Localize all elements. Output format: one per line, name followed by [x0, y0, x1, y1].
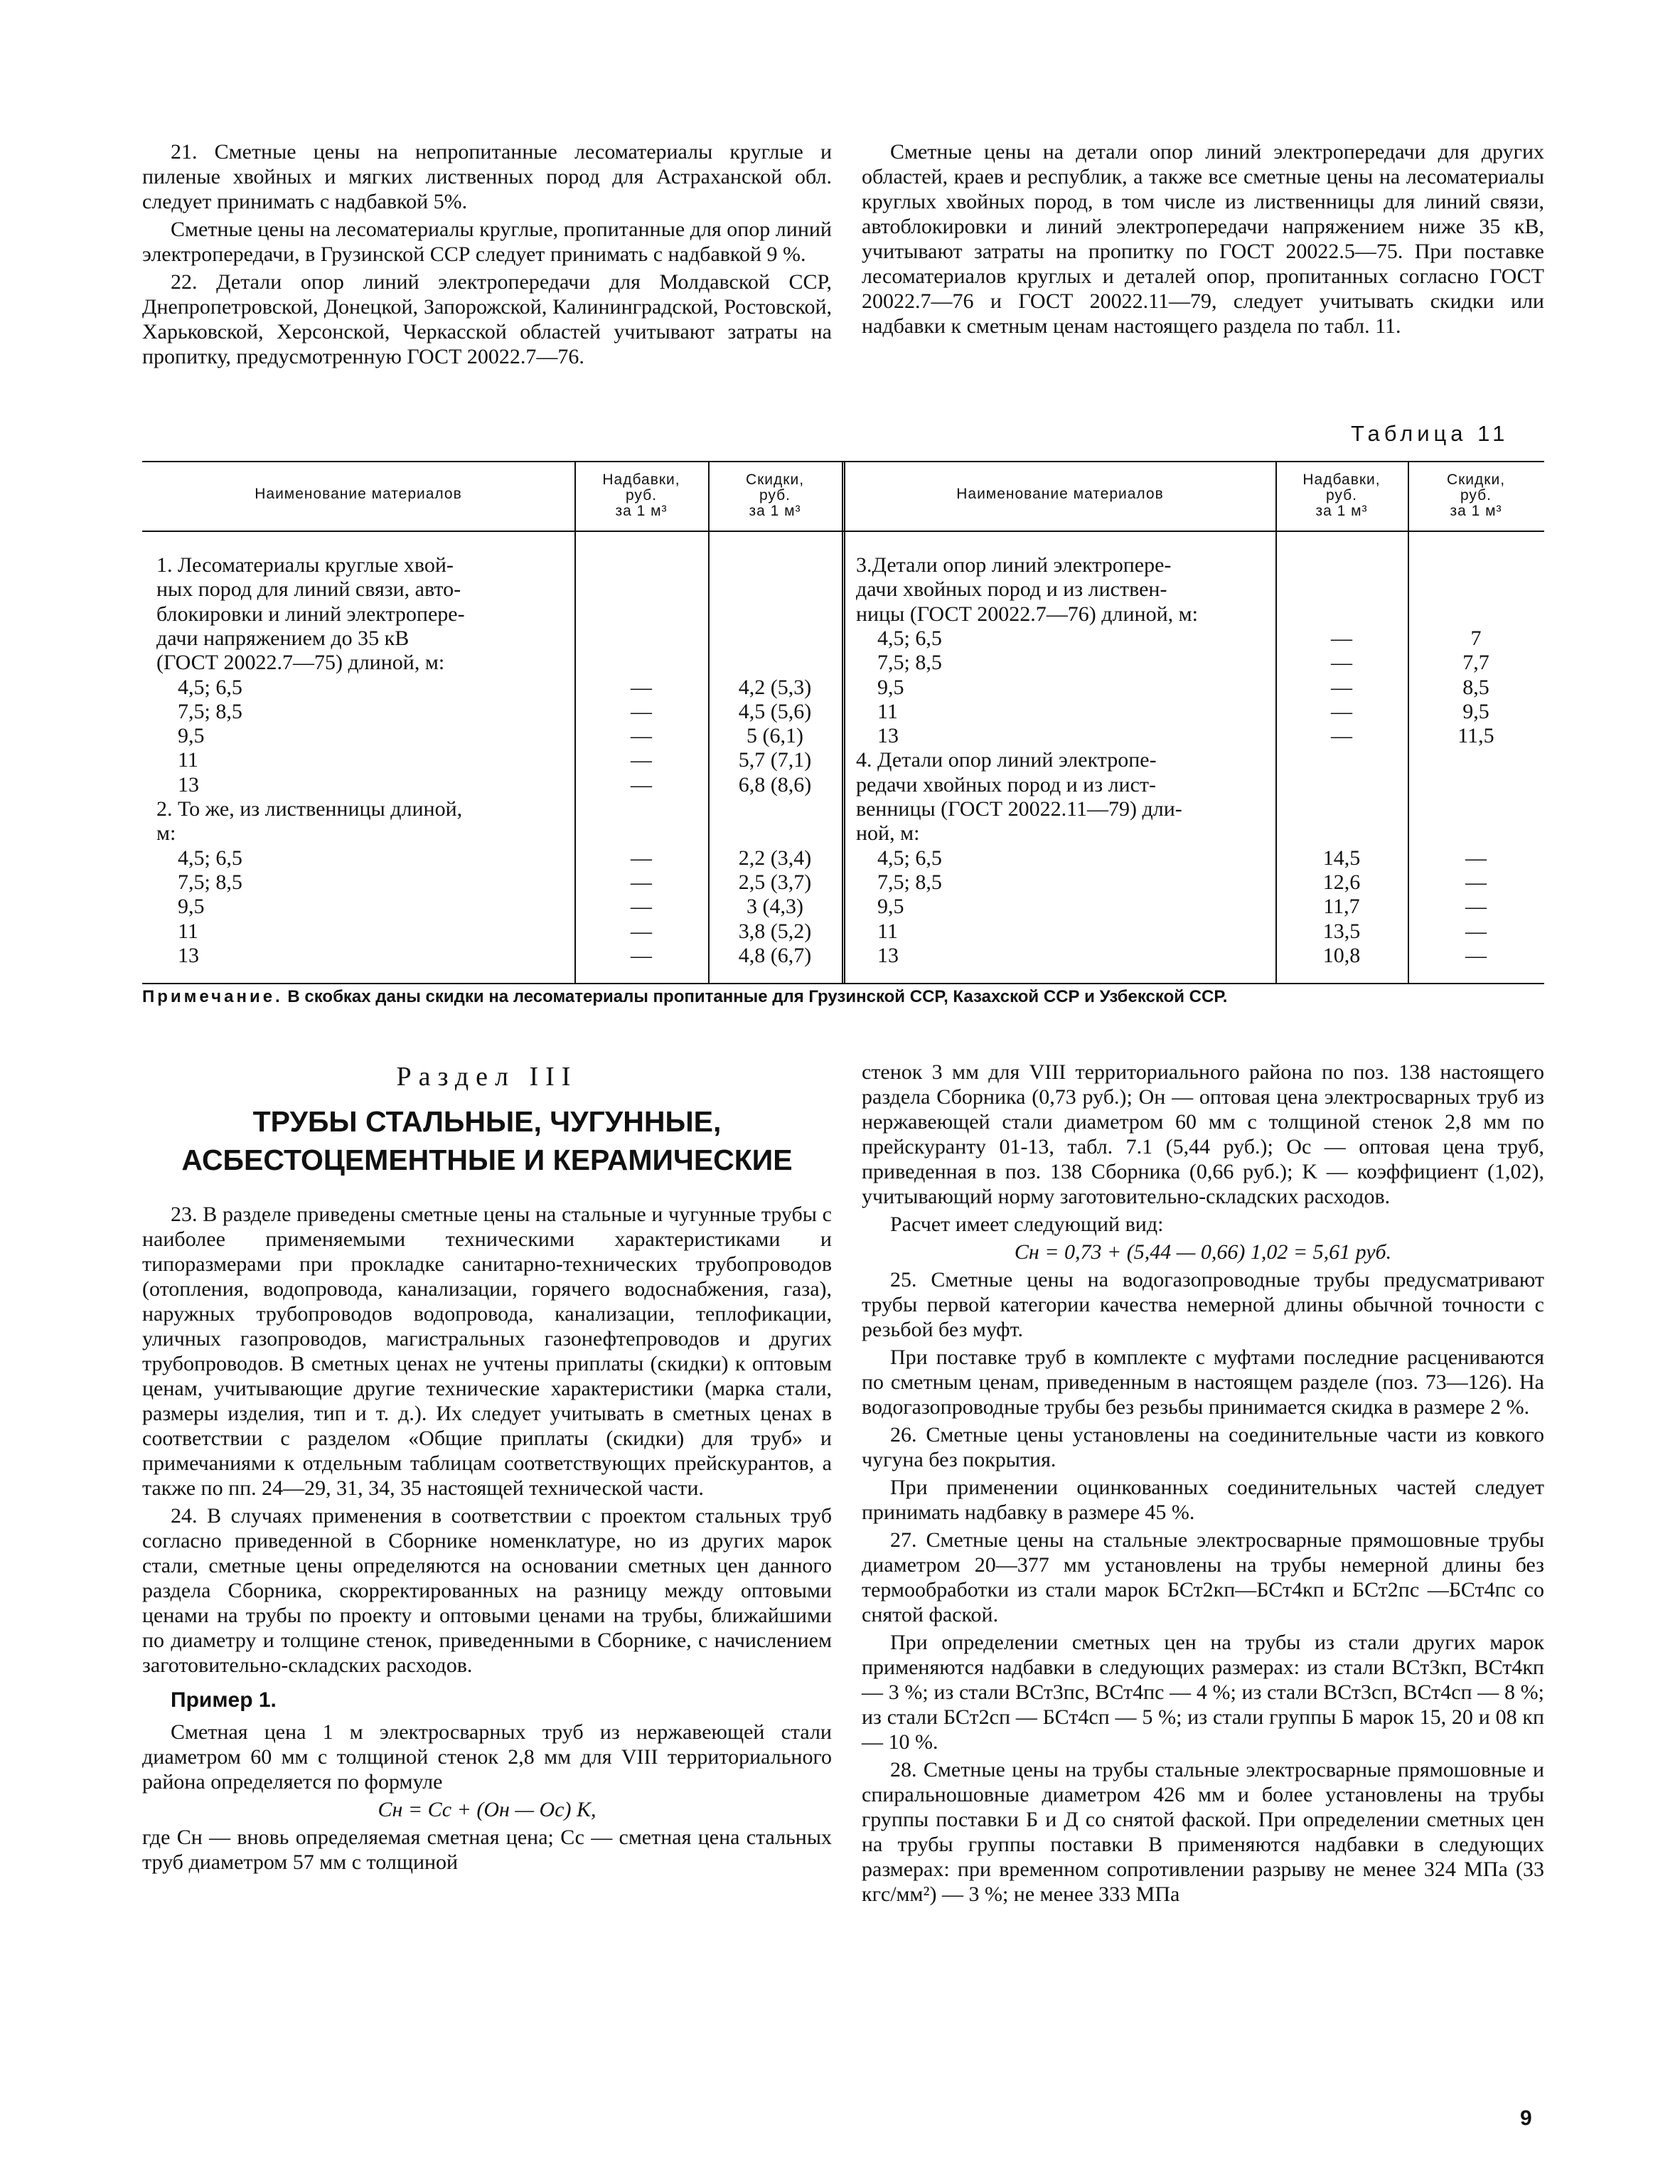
table-cell-name: (ГОСТ 20022.7—75) длиной, м: [156, 651, 445, 675]
formula-explanation: где Сн — вновь определяемая сметная цена; Сс — сметная цена стальных труб диаметром 57 мм с толщиной [142, 1826, 832, 1874]
table-cell-name: ницы (ГОСТ 20022.7—76) длиной, м: [856, 602, 1198, 626]
table-cell-name: ных пород для линий связи, авто- [156, 577, 461, 602]
header-text: руб. [1325, 487, 1358, 504]
header-text: Надбавки, [1302, 472, 1381, 488]
header-text: за 1 м³ [749, 503, 801, 519]
table-cell-markup: — [631, 724, 652, 748]
table-cell-discount: 4,5 (5,6) [738, 699, 812, 723]
paragraph-impregnation: Сметные цены на детали опор линий электропередачи для других областей, краев и республик, а также все сметные цены на лесоматериалы круглых хвойных пород, в том числе из лиственницы для линий связи, автоблокировки и линий электропередачи напряжением ниже 35 кВ, учитывают затраты на пропитку по ГОСТ 20022.5—75. При поставке лесоматериалов круглых и деталей опор, пропитанных согласно ГОСТ 20022.7—76 и ГОСТ 20022.11—79, следует учитывать скидки или надбавки к сметным ценам настоящего раздела по табл. 11. [862, 140, 1544, 338]
paragraph-25: 25. Сметные цены на водогазопроводные трубы предусматривают трубы первой категории качества немерной длины обычной точности с резьбой без муфт. [862, 1268, 1544, 1341]
header-text: Скидки, [1446, 472, 1506, 488]
table-cell-markup: — [1331, 699, 1352, 723]
example-text: Сметная цена 1 м электросварных труб из нержавеющей стали диаметром 60 мм с толщиной стенок 2,8 мм для VIII территориального района определяется по формуле [142, 1720, 832, 1794]
formula-explanation-continued: стенок 3 мм для VIII территориального района по поз. 138 настоящего раздела Сборника (0,73 руб.); Он — оптовая цена электросварных труб из нержавеющей стали диаметром 60 мм с толщиной стенок 2,8 мм по прейскуранту 01-13, табл. 7.1 (5,44 руб.); Ос — оптовая цена труб, приведенная в поз. 138 Сборника (0,66 руб.); K — коэффициент (1,02), учитывающий норму заготовительно-складских расходов. [862, 1060, 1544, 1208]
table-cell-markup: 11,7 [1323, 895, 1360, 919]
table-cell-name: 9,5 [156, 895, 205, 919]
table-cell-name: 4. Детали опор линий электропе- [856, 748, 1157, 772]
table-cell-markup: — [631, 846, 652, 870]
paragraph-27: 27. Сметные цены на стальные электросварные прямошовные трубы диаметром 20—377 мм установлены на трубы немерной длины без термообработки из стали марок БСт2кп—БСт4кп и БСт2пс —БСт4пс со снятой фаской. [862, 1528, 1544, 1626]
table-cell-markup: — [1331, 724, 1352, 748]
header-text: руб. [759, 487, 791, 504]
bottom-left-column [142, 1202, 832, 1877]
paragraph-25-continued: При поставке труб в комплекте с муфтами последние расцениваются по сметным ценам, приведенным в настоящем разделе (поз. 73—126). На водогазопроводные трубы без резьбы принимается скидка в размере 2 %. [862, 1346, 1544, 1419]
table-cell-discount: — [1465, 943, 1487, 967]
table-cell-discount: 6,8 (8,6) [738, 772, 812, 797]
table-caption: Таблица 11 [1351, 421, 1509, 446]
table-cell-name: 9,5 [856, 675, 904, 699]
table-cell-discount: 5 (6,1) [747, 724, 803, 748]
table-cell-markup: — [631, 675, 652, 699]
table-cell-markup: 12,6 [1322, 870, 1361, 894]
table-cell-name: 4,5; 6,5 [856, 626, 942, 650]
table-cell-name: 11 [156, 919, 198, 943]
table-cell-name: ной, м: [856, 821, 920, 846]
table-cell-name: венницы (ГОСТ 20022.11—79) дли- [856, 797, 1182, 821]
calculation-intro: Расчет имеет следующий вид: [890, 1213, 1164, 1236]
header-text: за 1 м³ [1315, 503, 1368, 519]
table-cell-name: дачи хвойных пород и из листвен- [856, 577, 1167, 602]
table-cell-name: 9,5 [856, 895, 904, 919]
table-cell-name: 7,5; 8,5 [856, 651, 942, 675]
formula: Сн = Сс + (Он — Ос) K, [378, 1798, 596, 1821]
table-cell-name: 3.Детали опор линий электропере- [856, 553, 1172, 577]
table-cell-discount: 4,2 (5,3) [738, 675, 812, 699]
table-cell-name: 13 [856, 943, 899, 967]
table-cell-name: 13 [856, 724, 899, 748]
table-cell-markup: — [631, 919, 652, 943]
paragraph-22: 22. Детали опор линий электропередачи для Молдавской ССР, Днепропетровской, Донецкой, Запорожской, Калининградской, Ростовской, Харьковской, Херсонской, Черкасской областей учитывают затраты на пропитку, предусмотренную ГОСТ 20022.7—76. [142, 270, 832, 368]
table-cell-discount: 7,7 [1462, 651, 1489, 675]
table-cell-markup: — [1331, 626, 1352, 650]
header-name-right: Наименование материалов [956, 486, 1164, 502]
table-cell-discount: 3,8 (5,2) [738, 919, 812, 943]
top-right-column [862, 139, 1544, 341]
table-cell-name: 13 [156, 772, 199, 797]
header-discount-left [708, 472, 842, 519]
table-cell-discount: — [1465, 895, 1487, 919]
header-text: за 1 м³ [1450, 503, 1502, 519]
table-cell-markup: — [1331, 651, 1352, 675]
table-cell-markup: — [631, 943, 652, 967]
table-cell-discount: 5,7 (7,1) [738, 748, 812, 772]
table-cell-name: 1. Лесоматериалы круглые хвой- [156, 553, 454, 577]
table-cell-markup: — [631, 895, 652, 919]
paragraph-21-continued: Сметные цены на лесоматериалы круглые, пропитанные для опор линий электропередачи, в Грузинской ССР следует принимать с надбавкой 9 %. [142, 218, 832, 266]
heading-line: АСБЕСТОЦЕМЕНТНЫЕ И КЕРАМИЧЕСКИЕ [181, 1144, 793, 1176]
table-cell-discount: 9,5 [1462, 699, 1489, 723]
table-cell-markup: 10,8 [1322, 943, 1361, 967]
table-cell-markup: 13,5 [1322, 919, 1361, 943]
header-text: Скидки, [745, 472, 805, 488]
header-text: руб. [1460, 487, 1492, 504]
paragraph-23: 23. В разделе приведены сметные цены на стальные и чугунные трубы с наиболее применяемыми техническими характеристиками и типоразмерами при прокладке санитарно-технических трубопроводов (отопления, водопровода, канализации, горячего водоснабжения, газа), наружных трубопроводов водопровода, канализации, теплофикации, уличных газопроводов, магистральных газонефтепроводов и других трубопроводов. В сметных ценах не учтены приплаты (скидки) к оптовым ценам, учитывающие другие технические характеристики (марка стали, размеры изделия, тип и т. д.). Их следует учитывать в сметных ценах в соответствии с разделом «Общие приплаты (скидки) для труб» и примечаниями к отдельным таблицам соответствующих прейскурантов, а также по пп. 24—29, 31, 34, 35 настоящей технической части. [142, 1203, 832, 1500]
paragraph-28: 28. Сметные цены на трубы стальные электросварные прямошовные и спиральношовные диаметром 426 мм и более установлены на трубы группы поставки Б и Д со снятой фаской. При определении сметных цен на трубы группы поставки В применяются надбавки в следующих размерах: при временном сопротивлении разрыву не менее 324 МПа (33 кгс/мм²) — 3 %; не менее 333 МПа [862, 1758, 1544, 1906]
table-cell-name: дачи напряжением до 35 кВ [156, 626, 410, 650]
table-center-divider [842, 461, 845, 984]
table-11 [142, 461, 1544, 984]
table-cell-discount: 11,5 [1457, 724, 1494, 748]
table-cell-markup: — [631, 748, 652, 772]
table-cell-discount: 2,2 (3,4) [738, 846, 812, 870]
header-discount-right [1408, 472, 1544, 519]
table-cell-name: 4,5; 6,5 [156, 675, 242, 699]
top-left-column [142, 139, 832, 372]
paragraph-24: 24. В случаях применения в соответствии с проектом стальных труб согласно приведенной в Сборнике номенклатуре, но из других марок стали, сметные цены определяются на основании сметных цен данного раздела Сборника, скорректированных на разницу между оптовыми ценами на трубы по проекту и оптовыми ценами на трубы, ближайшими по диаметру и толщине стенок, приведенными в Сборнике, с начислением заготовительно-складских расходов. [142, 1504, 832, 1677]
table-cell-name: 4,5; 6,5 [856, 846, 942, 870]
page-number: 9 [1520, 2106, 1532, 2130]
header-text: Надбавки, [602, 472, 680, 488]
table-cell-name: 9,5 [156, 724, 205, 748]
table-cell-markup: — [1331, 675, 1352, 699]
table-cell-name: 7,5; 8,5 [156, 699, 242, 723]
header-markup-right [1275, 472, 1408, 519]
table-cell-name: 4,5; 6,5 [156, 846, 242, 870]
example-title: Пример 1. [171, 1688, 277, 1712]
table-cell-discount: 4,8 (6,7) [738, 943, 812, 967]
paragraph-26: 26. Сметные цены установлены на соединительные части из ковкого чугуна без покрытия. [862, 1423, 1544, 1471]
table-cell-markup: — [631, 870, 652, 894]
table-cell-discount: — [1465, 846, 1487, 870]
paragraph-21: 21. Сметные цены на непропитанные лесоматериалы круглые и пиленые хвойных и мягких лиственных пород для Астраханской обл. следует принимать с надбавкой 5%. [142, 140, 832, 213]
table-cell-discount: — [1465, 919, 1487, 943]
table-cell-name: 11 [156, 748, 198, 772]
table-cell-discount: 2,5 (3,7) [738, 870, 812, 894]
note-text: В скобках даны скидки на лесоматериалы пропитанные для Грузинской ССР, Казахской ССР и Узбекской ССР. [282, 987, 1228, 1006]
table-cell-markup: — [631, 772, 652, 797]
table-cell-name: 7,5; 8,5 [856, 870, 942, 894]
table-cell-name: блокировки и линий электропере- [156, 602, 465, 626]
table-cell-name: 13 [156, 943, 199, 967]
table-cell-discount: 8,5 [1462, 675, 1489, 699]
table-cell-name: редачи хвойных пород и из лист- [856, 772, 1157, 797]
table-cell-name: 7,5; 8,5 [156, 870, 242, 894]
heading-line: ТРУБЫ СТАЛЬНЫЕ, ЧУГУННЫЕ, [252, 1105, 722, 1138]
table-note [142, 987, 1544, 1006]
section-title: Раздел III [396, 1062, 578, 1092]
table-cell-markup: 14,5 [1322, 846, 1361, 870]
table-cell-discount: 3 (4,3) [747, 895, 803, 919]
bottom-right-column [862, 1060, 1544, 1909]
note-label: Примечание. [142, 987, 283, 1006]
table-cell-name: 11 [856, 699, 898, 723]
calculation-formula: Сн = 0,73 + (5,44 — 0,66) 1,02 = 5,61 руб. [1014, 1240, 1392, 1264]
table-cell-markup: — [631, 699, 652, 723]
paragraph-27-continued: При определении сметных цен на трубы из стали других марок применяются надбавки в следующих размерах: из стали ВСт3кп, ВСт4кп — 3 %; из стали ВСт3пс, ВСт4пс — 4 %; из стали ВСт3сп, ВСт4сп — 8 %; из стали БСт2сп — БСт4сп — 5 %; из стали группы Б марок 15, 20 и 08 кп — 10 %. [862, 1631, 1544, 1754]
header-markup-left [574, 472, 708, 519]
table-cell-name: 11 [856, 919, 898, 943]
header-text: за 1 м³ [615, 503, 668, 519]
paragraph-26-continued: При применении оцинкованных соединительных частей следует принимать надбавку в размере 45 %. [862, 1476, 1544, 1524]
table-cell-name: 2. То же, из лиственницы длиной, [156, 797, 463, 821]
section-heading [142, 1102, 832, 1179]
table-cell-name: м: [156, 821, 176, 846]
table-cell-discount: — [1465, 870, 1487, 894]
header-text: руб. [625, 487, 658, 504]
header-name-left: Наименование материалов [255, 486, 462, 502]
table-cell-discount: 7 [1470, 626, 1482, 650]
